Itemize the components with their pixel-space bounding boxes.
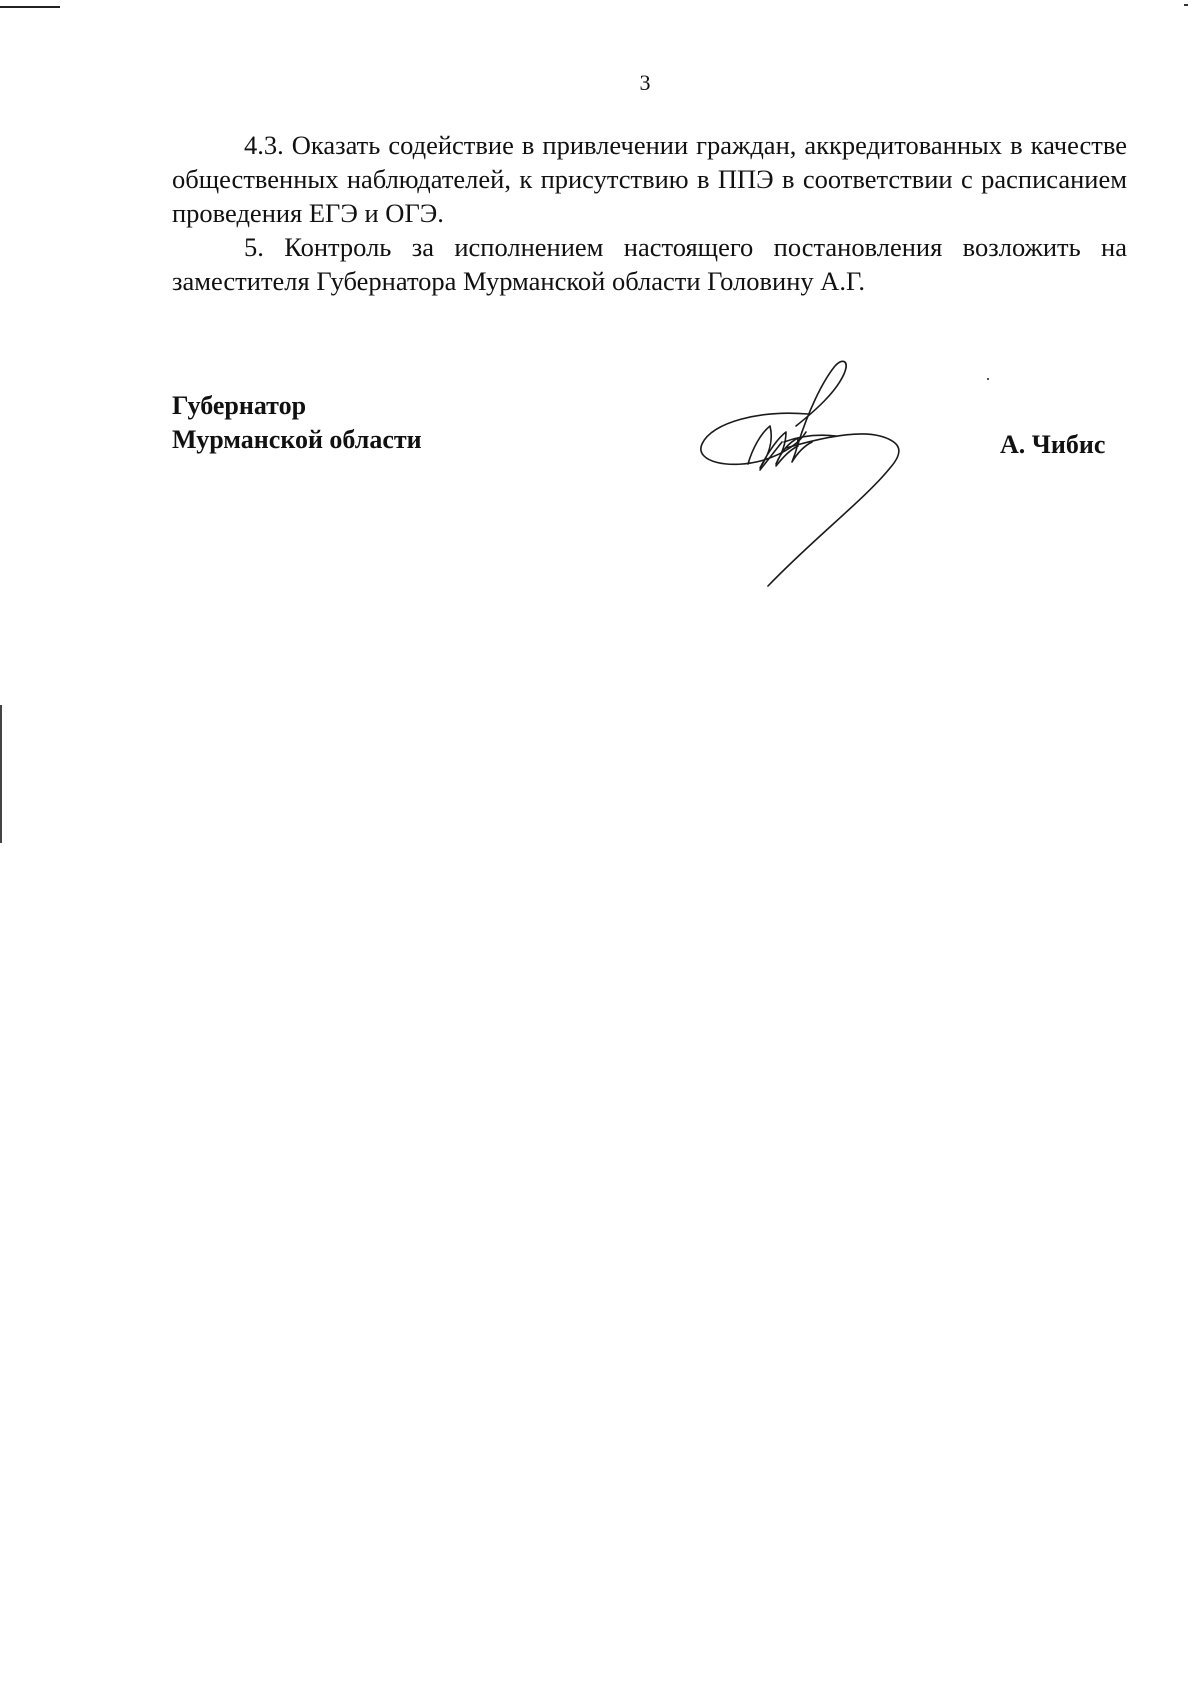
scan-edge-mark-left xyxy=(0,705,2,843)
scan-edge-mark-corner xyxy=(1184,4,1188,6)
document-body xyxy=(172,128,1127,298)
paragraph-5: 5. Контроль за исполнением настоящего постановления возложить на заместителя Губернатора Мурманской области Головину А.Г. xyxy=(172,232,1127,296)
page-number: 3 xyxy=(639,70,651,95)
handwritten-signature xyxy=(690,352,950,592)
signer-name: А. Чибис xyxy=(1000,430,1106,459)
signer-position-line-1: Губернатор xyxy=(172,391,307,420)
paragraph-4-3: 4.3. Оказать содействие в привлечении граждан, аккредитованных в качестве общественных наблюдателей, к присутствию в ППЭ в соответствии с расписанием проведения ЕГЭ и ОГЭ. xyxy=(172,130,1127,228)
scan-speck xyxy=(987,378,989,380)
signer-position-line-2: Мурманской области xyxy=(172,425,422,454)
scan-edge-mark-top xyxy=(0,6,60,8)
signer-position xyxy=(172,389,422,457)
